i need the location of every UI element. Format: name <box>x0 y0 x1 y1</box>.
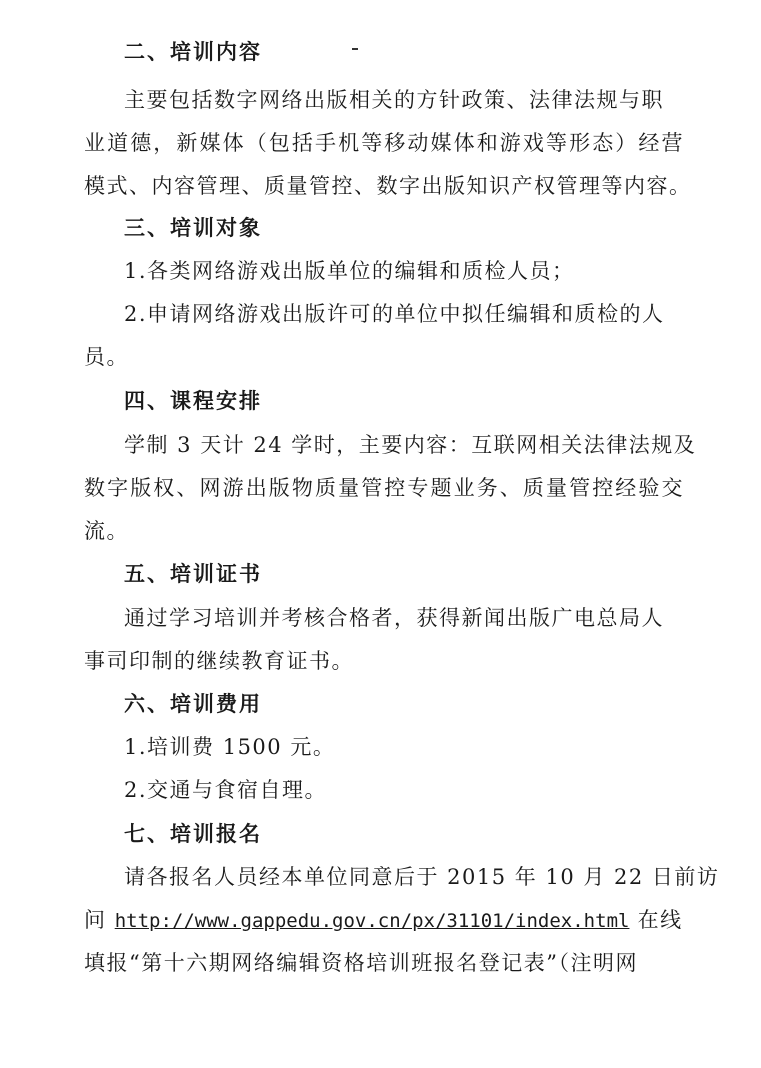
paragraph-line: 数字版权、网游出版物质量管控专题业务、质量管控经验交 <box>84 476 684 500</box>
section-heading-training-content: 二、培训内容 <box>124 39 262 64</box>
section-heading-registration: 七、培训报名 <box>124 821 262 846</box>
paragraph-line: 填报“第十六期网络编辑资格培训班报名登记表”（注明网 <box>84 951 638 975</box>
paragraph-line: 主要包括数字网络出版相关的方针政策、法律法规与职 <box>124 88 664 112</box>
registration-url-link[interactable]: http://www.gappedu.gov.cn/px/31101/index.html <box>114 910 630 932</box>
list-item: 2.申请网络游戏出版许可的单位中拟任编辑和质检的人 <box>124 302 665 326</box>
section-heading-fees: 六、培训费用 <box>124 691 262 716</box>
section-heading-certificate: 五、培训证书 <box>124 561 262 586</box>
paragraph-line-with-url <box>84 906 684 935</box>
paragraph-line: 请各报名人员经本单位同意后于 2015 年 10 月 22 日前访 <box>124 865 720 889</box>
paragraph-line: 事司印制的继续教育证书。 <box>84 649 354 673</box>
list-item: 1.各类网络游戏出版单位的编辑和质检人员； <box>124 259 575 283</box>
section-heading-training-target: 三、培训对象 <box>124 215 262 240</box>
list-item: 2.交通与食宿自理。 <box>124 778 328 802</box>
section-heading-course-schedule: 四、课程安排 <box>124 388 262 413</box>
paragraph-line: 业道德，新媒体（包括手机等移动媒体和游戏等形态）经营 <box>84 131 684 155</box>
paragraph-line: 模式、内容管理、质量管控、数字出版知识产权管理等内容。 <box>84 174 692 198</box>
paragraph-line: 通过学习培训并考核合格者，获得新闻出版广电总局人 <box>124 606 664 630</box>
paragraph-line: 流。 <box>84 519 129 543</box>
paragraph-line: 学制 3 天计 24 学时，主要内容：互联网相关法律法规及 <box>124 433 697 457</box>
text-suffix: 在线 <box>629 908 683 932</box>
list-item: 1.培训费 1500 元。 <box>124 735 336 759</box>
text-prefix: 问 <box>84 908 115 932</box>
list-item-continuation: 员。 <box>84 345 129 369</box>
